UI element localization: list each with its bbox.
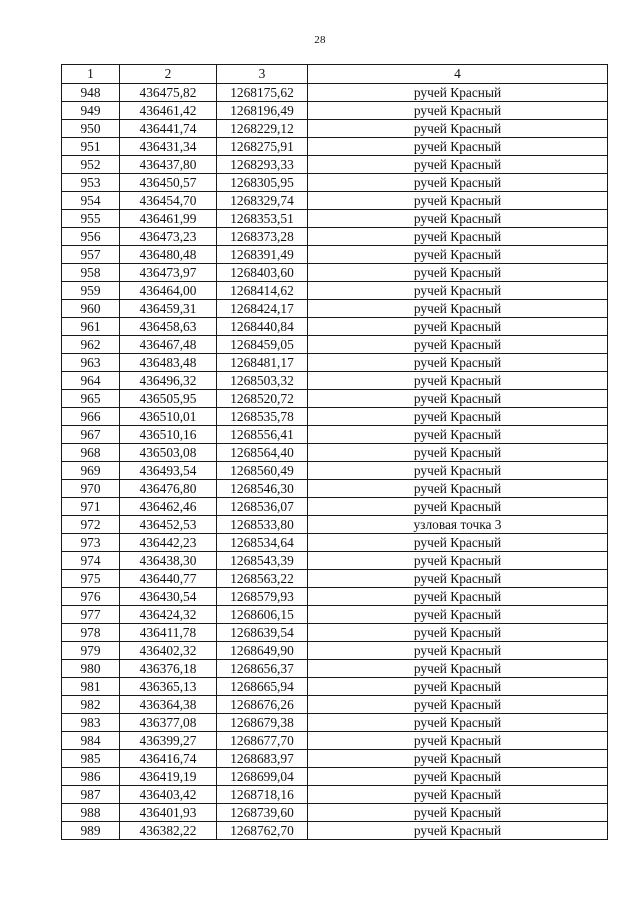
description-cell: ручей Красный xyxy=(308,480,608,498)
table-row xyxy=(62,408,608,426)
table-row xyxy=(62,102,608,120)
table-row xyxy=(62,714,608,732)
y-coordinate-cell: 1268564,40 xyxy=(217,444,308,462)
table-row xyxy=(62,174,608,192)
x-coordinate-cell: 436376,18 xyxy=(120,660,217,678)
x-coordinate-cell: 436459,31 xyxy=(120,300,217,318)
y-coordinate-cell: 1268699,04 xyxy=(217,768,308,786)
table-row xyxy=(62,156,608,174)
y-coordinate-cell: 1268683,97 xyxy=(217,750,308,768)
table-row xyxy=(62,372,608,390)
x-coordinate-cell: 436476,80 xyxy=(120,480,217,498)
point-number-cell: 972 xyxy=(62,516,120,534)
x-coordinate-cell: 436437,80 xyxy=(120,156,217,174)
point-number-cell: 958 xyxy=(62,264,120,282)
description-cell: ручей Красный xyxy=(308,120,608,138)
x-coordinate-cell: 436480,48 xyxy=(120,246,217,264)
table-row xyxy=(62,660,608,678)
x-coordinate-cell: 436377,08 xyxy=(120,714,217,732)
point-number-cell: 975 xyxy=(62,570,120,588)
x-coordinate-cell: 436424,32 xyxy=(120,606,217,624)
y-coordinate-cell: 1268481,17 xyxy=(217,354,308,372)
x-coordinate-cell: 436462,46 xyxy=(120,498,217,516)
point-number-cell: 984 xyxy=(62,732,120,750)
description-cell: ручей Красный xyxy=(308,804,608,822)
table-row xyxy=(62,318,608,336)
y-coordinate-cell: 1268503,32 xyxy=(217,372,308,390)
table-row xyxy=(62,588,608,606)
point-number-cell: 969 xyxy=(62,462,120,480)
description-cell: ручей Красный xyxy=(308,300,608,318)
description-cell: ручей Красный xyxy=(308,714,608,732)
description-cell: ручей Красный xyxy=(308,246,608,264)
x-coordinate-cell: 436503,08 xyxy=(120,444,217,462)
x-coordinate-cell: 436364,38 xyxy=(120,696,217,714)
y-coordinate-cell: 1268536,07 xyxy=(217,498,308,516)
table-row xyxy=(62,678,608,696)
description-cell: ручей Красный xyxy=(308,498,608,516)
point-number-cell: 974 xyxy=(62,552,120,570)
x-coordinate-cell: 436442,23 xyxy=(120,534,217,552)
y-coordinate-cell: 1268424,17 xyxy=(217,300,308,318)
x-coordinate-cell: 436461,99 xyxy=(120,210,217,228)
point-number-cell: 964 xyxy=(62,372,120,390)
y-coordinate-cell: 1268563,22 xyxy=(217,570,308,588)
table-row xyxy=(62,246,608,264)
x-coordinate-cell: 436402,32 xyxy=(120,642,217,660)
y-coordinate-cell: 1268534,64 xyxy=(217,534,308,552)
x-coordinate-cell: 436464,00 xyxy=(120,282,217,300)
description-cell: ручей Красный xyxy=(308,444,608,462)
table-row xyxy=(62,300,608,318)
table-row xyxy=(62,228,608,246)
x-coordinate-cell: 436510,16 xyxy=(120,426,217,444)
point-number-cell: 985 xyxy=(62,750,120,768)
table-header xyxy=(62,65,608,84)
x-coordinate-cell: 436441,74 xyxy=(120,120,217,138)
x-coordinate-cell: 436461,42 xyxy=(120,102,217,120)
point-number-cell: 968 xyxy=(62,444,120,462)
point-number-cell: 955 xyxy=(62,210,120,228)
table-row xyxy=(62,696,608,714)
table-row xyxy=(62,534,608,552)
table-row xyxy=(62,624,608,642)
point-number-cell: 949 xyxy=(62,102,120,120)
y-coordinate-cell: 1268373,28 xyxy=(217,228,308,246)
point-number-cell: 954 xyxy=(62,192,120,210)
y-coordinate-cell: 1268579,93 xyxy=(217,588,308,606)
point-number-cell: 960 xyxy=(62,300,120,318)
y-coordinate-cell: 1268229,12 xyxy=(217,120,308,138)
table-row xyxy=(62,336,608,354)
point-number-cell: 951 xyxy=(62,138,120,156)
table-row xyxy=(62,804,608,822)
table-body xyxy=(62,84,608,840)
point-number-cell: 980 xyxy=(62,660,120,678)
x-coordinate-cell: 436473,97 xyxy=(120,264,217,282)
x-coordinate-cell: 436452,53 xyxy=(120,516,217,534)
description-cell: ручей Красный xyxy=(308,606,608,624)
y-coordinate-cell: 1268440,84 xyxy=(217,318,308,336)
header-col-3: 3 xyxy=(217,65,308,84)
description-cell: ручей Красный xyxy=(308,228,608,246)
x-coordinate-cell: 436475,82 xyxy=(120,84,217,102)
point-number-cell: 950 xyxy=(62,120,120,138)
description-cell: ручей Красный xyxy=(308,354,608,372)
point-number-cell: 963 xyxy=(62,354,120,372)
y-coordinate-cell: 1268535,78 xyxy=(217,408,308,426)
description-cell: ручей Красный xyxy=(308,372,608,390)
description-cell: ручей Красный xyxy=(308,138,608,156)
y-coordinate-cell: 1268546,30 xyxy=(217,480,308,498)
coordinates-table xyxy=(61,64,608,840)
point-number-cell: 953 xyxy=(62,174,120,192)
header-col-2: 2 xyxy=(120,65,217,84)
point-number-cell: 979 xyxy=(62,642,120,660)
y-coordinate-cell: 1268556,41 xyxy=(217,426,308,444)
description-cell: узловая точка 3 xyxy=(308,516,608,534)
x-coordinate-cell: 436483,48 xyxy=(120,354,217,372)
y-coordinate-cell: 1268677,70 xyxy=(217,732,308,750)
y-coordinate-cell: 1268656,37 xyxy=(217,660,308,678)
description-cell: ручей Красный xyxy=(308,822,608,840)
table-row xyxy=(62,822,608,840)
table-row xyxy=(62,606,608,624)
y-coordinate-cell: 1268293,33 xyxy=(217,156,308,174)
y-coordinate-cell: 1268676,26 xyxy=(217,696,308,714)
x-coordinate-cell: 436496,32 xyxy=(120,372,217,390)
description-cell: ручей Красный xyxy=(308,282,608,300)
x-coordinate-cell: 436440,77 xyxy=(120,570,217,588)
table-row xyxy=(62,516,608,534)
point-number-cell: 948 xyxy=(62,84,120,102)
x-coordinate-cell: 436403,42 xyxy=(120,786,217,804)
header-row xyxy=(62,65,608,84)
point-number-cell: 981 xyxy=(62,678,120,696)
point-number-cell: 957 xyxy=(62,246,120,264)
x-coordinate-cell: 436399,27 xyxy=(120,732,217,750)
description-cell: ручей Красный xyxy=(308,336,608,354)
description-cell: ручей Красный xyxy=(308,696,608,714)
point-number-cell: 962 xyxy=(62,336,120,354)
description-cell: ручей Красный xyxy=(308,156,608,174)
point-number-cell: 988 xyxy=(62,804,120,822)
description-cell: ручей Красный xyxy=(308,264,608,282)
table-row xyxy=(62,282,608,300)
x-coordinate-cell: 436467,48 xyxy=(120,336,217,354)
table-row xyxy=(62,552,608,570)
description-cell: ручей Красный xyxy=(308,426,608,444)
point-number-cell: 971 xyxy=(62,498,120,516)
point-number-cell: 977 xyxy=(62,606,120,624)
description-cell: ручей Красный xyxy=(308,102,608,120)
y-coordinate-cell: 1268414,62 xyxy=(217,282,308,300)
y-coordinate-cell: 1268391,49 xyxy=(217,246,308,264)
y-coordinate-cell: 1268196,49 xyxy=(217,102,308,120)
point-number-cell: 982 xyxy=(62,696,120,714)
point-number-cell: 952 xyxy=(62,156,120,174)
point-number-cell: 973 xyxy=(62,534,120,552)
description-cell: ручей Красный xyxy=(308,552,608,570)
description-cell: ручей Красный xyxy=(308,192,608,210)
table-row xyxy=(62,786,608,804)
point-number-cell: 970 xyxy=(62,480,120,498)
table-row xyxy=(62,750,608,768)
table-row xyxy=(62,462,608,480)
description-cell: ручей Красный xyxy=(308,660,608,678)
x-coordinate-cell: 436365,13 xyxy=(120,678,217,696)
page-number: 28 xyxy=(314,34,326,46)
y-coordinate-cell: 1268739,60 xyxy=(217,804,308,822)
y-coordinate-cell: 1268543,39 xyxy=(217,552,308,570)
point-number-cell: 961 xyxy=(62,318,120,336)
description-cell: ручей Красный xyxy=(308,534,608,552)
point-number-cell: 986 xyxy=(62,768,120,786)
point-number-cell: 987 xyxy=(62,786,120,804)
x-coordinate-cell: 436416,74 xyxy=(120,750,217,768)
y-coordinate-cell: 1268533,80 xyxy=(217,516,308,534)
table-row xyxy=(62,120,608,138)
y-coordinate-cell: 1268606,15 xyxy=(217,606,308,624)
description-cell: ручей Красный xyxy=(308,408,608,426)
table-row xyxy=(62,444,608,462)
x-coordinate-cell: 436505,95 xyxy=(120,390,217,408)
description-cell: ручей Красный xyxy=(308,786,608,804)
point-number-cell: 956 xyxy=(62,228,120,246)
table-row xyxy=(62,732,608,750)
y-coordinate-cell: 1268403,60 xyxy=(217,264,308,282)
point-number-cell: 966 xyxy=(62,408,120,426)
y-coordinate-cell: 1268560,49 xyxy=(217,462,308,480)
x-coordinate-cell: 436419,19 xyxy=(120,768,217,786)
x-coordinate-cell: 436411,78 xyxy=(120,624,217,642)
x-coordinate-cell: 436454,70 xyxy=(120,192,217,210)
table-row xyxy=(62,498,608,516)
x-coordinate-cell: 436458,63 xyxy=(120,318,217,336)
y-coordinate-cell: 1268305,95 xyxy=(217,174,308,192)
point-number-cell: 989 xyxy=(62,822,120,840)
x-coordinate-cell: 436510,01 xyxy=(120,408,217,426)
header-col-1: 1 xyxy=(62,65,120,84)
description-cell: ручей Красный xyxy=(308,210,608,228)
x-coordinate-cell: 436493,54 xyxy=(120,462,217,480)
table-row xyxy=(62,354,608,372)
y-coordinate-cell: 1268353,51 xyxy=(217,210,308,228)
table-row xyxy=(62,642,608,660)
description-cell: ручей Красный xyxy=(308,84,608,102)
y-coordinate-cell: 1268718,16 xyxy=(217,786,308,804)
table-row xyxy=(62,84,608,102)
description-cell: ручей Красный xyxy=(308,390,608,408)
y-coordinate-cell: 1268520,72 xyxy=(217,390,308,408)
table-row xyxy=(62,768,608,786)
x-coordinate-cell: 436450,57 xyxy=(120,174,217,192)
x-coordinate-cell: 436401,93 xyxy=(120,804,217,822)
table-row xyxy=(62,210,608,228)
table-row xyxy=(62,264,608,282)
description-cell: ручей Красный xyxy=(308,768,608,786)
description-cell: ручей Красный xyxy=(308,570,608,588)
description-cell: ручей Красный xyxy=(308,318,608,336)
description-cell: ручей Красный xyxy=(308,732,608,750)
description-cell: ручей Красный xyxy=(308,624,608,642)
description-cell: ручей Красный xyxy=(308,588,608,606)
header-col-4: 4 xyxy=(308,65,608,84)
y-coordinate-cell: 1268329,74 xyxy=(217,192,308,210)
x-coordinate-cell: 436430,54 xyxy=(120,588,217,606)
y-coordinate-cell: 1268459,05 xyxy=(217,336,308,354)
y-coordinate-cell: 1268639,54 xyxy=(217,624,308,642)
y-coordinate-cell: 1268175,62 xyxy=(217,84,308,102)
point-number-cell: 967 xyxy=(62,426,120,444)
table-row xyxy=(62,480,608,498)
description-cell: ручей Красный xyxy=(308,462,608,480)
point-number-cell: 978 xyxy=(62,624,120,642)
table-row xyxy=(62,426,608,444)
y-coordinate-cell: 1268679,38 xyxy=(217,714,308,732)
description-cell: ручей Красный xyxy=(308,678,608,696)
point-number-cell: 965 xyxy=(62,390,120,408)
table-row xyxy=(62,570,608,588)
y-coordinate-cell: 1268762,70 xyxy=(217,822,308,840)
x-coordinate-cell: 436431,34 xyxy=(120,138,217,156)
y-coordinate-cell: 1268649,90 xyxy=(217,642,308,660)
table-row xyxy=(62,192,608,210)
point-number-cell: 983 xyxy=(62,714,120,732)
table-row xyxy=(62,138,608,156)
point-number-cell: 959 xyxy=(62,282,120,300)
x-coordinate-cell: 436473,23 xyxy=(120,228,217,246)
table-row xyxy=(62,390,608,408)
y-coordinate-cell: 1268275,91 xyxy=(217,138,308,156)
point-number-cell: 976 xyxy=(62,588,120,606)
y-coordinate-cell: 1268665,94 xyxy=(217,678,308,696)
x-coordinate-cell: 436382,22 xyxy=(120,822,217,840)
description-cell: ручей Красный xyxy=(308,174,608,192)
description-cell: ручей Красный xyxy=(308,642,608,660)
x-coordinate-cell: 436438,30 xyxy=(120,552,217,570)
description-cell: ручей Красный xyxy=(308,750,608,768)
